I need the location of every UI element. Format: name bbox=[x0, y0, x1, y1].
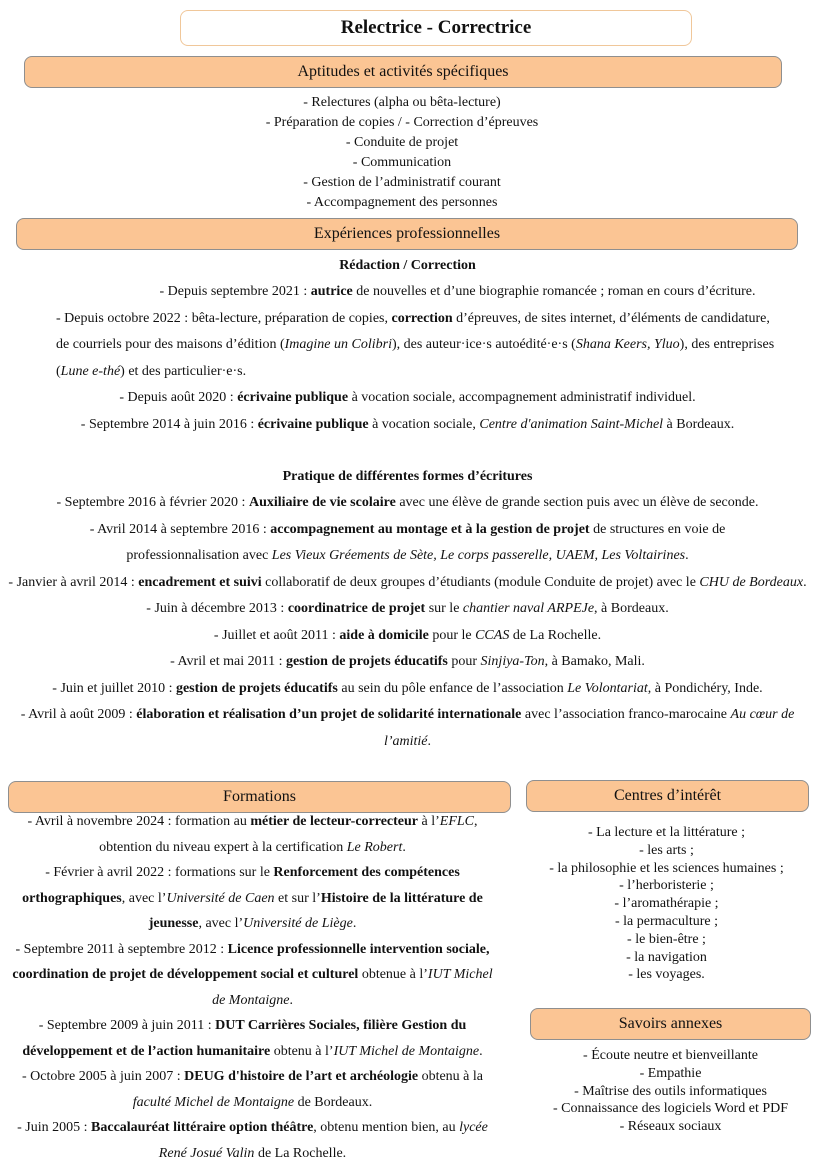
aptitudes-list bbox=[24, 93, 780, 213]
formation-entry: - Septembre 2009 à juin 2011 : DUT Carrières Sociales, filière Gestion du développement et de l’action humanitaire obtenu à l’IUT Michel de Montaigne. bbox=[22, 1018, 483, 1059]
experience-entry: - Juin à décembre 2013 : coordinatrice de projet sur le chantier naval ARPEJe, à Bordeaux. bbox=[146, 601, 669, 616]
pratique-heading: Pratique de différentes formes d’écritures bbox=[282, 469, 533, 484]
list-item: - Empathie bbox=[639, 1065, 702, 1081]
formations-heading: Formations bbox=[8, 781, 511, 813]
savoirs-heading: Savoirs annexes bbox=[530, 1008, 811, 1040]
centres-heading: Centres d’intérêt bbox=[526, 780, 809, 812]
list-item: - les arts ; bbox=[639, 842, 694, 858]
page-title: Relectrice - Correctrice bbox=[180, 10, 692, 46]
experiences-heading: Expériences professionnelles bbox=[16, 218, 798, 250]
list-item: - les voyages. bbox=[628, 967, 705, 983]
formation-entry: - Septembre 2011 à septembre 2012 : Licence professionnelle intervention sociale, coordination de projet de développement social et culturel obtenue à l’IUT Michel de Montaigne. bbox=[12, 941, 493, 1008]
list-item: - la navigation bbox=[626, 949, 707, 965]
experience-entry: - Septembre 2014 à juin 2016 : écrivaine publique à vocation sociale, Centre d'animation Saint-Michel à Bordeaux. bbox=[80, 416, 735, 432]
formation-entry: - Juin 2005 : Baccalauréat littéraire option théâtre, obtenu mention bien, au lycée René Josué Valin de La Rochelle. bbox=[17, 1120, 488, 1161]
list-item: - l’aromathérapie ; bbox=[614, 896, 719, 912]
experience-entry: - Avril et mai 2011 : gestion de projets éducatifs pour Sinjiya-Ton, à Bamako, Mali. bbox=[170, 654, 645, 669]
redaction-heading: Rédaction / Correction bbox=[339, 258, 476, 273]
list-item: - Connaissance des logiciels Word et PDF bbox=[552, 1101, 789, 1117]
experience-entry: - Depuis septembre 2021 : autrice de nouvelles et d’une biographie romancée ; roman en cours d’écriture. bbox=[159, 284, 756, 299]
formation-entry: - Février à avril 2022 : formations sur le Renforcement des compétences orthographiques, avec l’Université de Caen et sur l’Histoire de la littérature de jeunesse, avec l’Université de Liège. bbox=[22, 865, 483, 931]
experience-entry: - Avril à août 2009 : élaboration et réalisation d’un projet de solidarité internationale avec l’association franco-marocaine Au cœur de l’amitié. bbox=[20, 707, 795, 749]
experience-entry: - Depuis octobre 2022 : bêta-lecture, préparation de copies, correction d’épreuves, de sites internet, d’éléments de candidature, de courriels pour des maisons d’édition (Imagine un Colibri), des auteur·ice·s autoédité·e·s (Shana Keers, Yluo), des entreprises (Lune e-thé) et des particulier·e·s. bbox=[56, 310, 775, 379]
experiences-body bbox=[6, 253, 809, 755]
list-item: - Écoute neutre et bienveillante bbox=[583, 1048, 758, 1063]
experience-entry: - Janvier à avril 2014 : encadrement et suivi collaboratif de deux groupes d’étudiants (module Conduite de projet) avec le CHU de Bordeaux. bbox=[8, 574, 807, 590]
experience-entry: - Depuis août 2020 : écrivaine publique à vocation sociale, accompagnement administratif individuel. bbox=[119, 390, 696, 405]
aptitudes-heading: Aptitudes et activités spécifiques bbox=[24, 56, 782, 88]
formation-entry: - Octobre 2005 à juin 2007 : DEUG d'histoire de l’art et archéologie obtenu à la faculté Michel de Montaigne de Bordeaux. bbox=[21, 1069, 483, 1110]
list-item: - la philosophie et les sciences humaines ; bbox=[549, 860, 784, 876]
experience-entry: - Septembre 2016 à février 2020 : Auxiliaire de vie scolaire avec une élève de grande section puis avec un élève de seconde. bbox=[56, 495, 759, 510]
list-item: - le bien-être ; bbox=[627, 931, 706, 947]
list-item: - Réseaux sociaux bbox=[619, 1119, 722, 1135]
experience-entry: - Juillet et août 2011 : aide à domicile pour le CCAS de La Rochelle. bbox=[213, 627, 602, 643]
list-item: - Relectures (alpha ou bêta-lecture) bbox=[303, 95, 501, 110]
savoirs-list bbox=[526, 1047, 815, 1136]
list-item: - la permaculture ; bbox=[614, 913, 718, 929]
formation-entry: - Avril à novembre 2024 : formation au métier de lecteur-correcteur à l’EFLC, obtention du niveau expert à la certification Le Robert. bbox=[27, 814, 478, 855]
list-item: - Gestion de l’administratif courant bbox=[303, 175, 501, 190]
list-item: - Communication bbox=[352, 155, 452, 170]
list-item: - Préparation de copies / - Correction d’épreuves bbox=[265, 115, 539, 130]
formations-body bbox=[6, 809, 499, 1166]
list-item: - Conduite de projet bbox=[345, 135, 459, 150]
list-item: - Maîtrise des outils informatiques bbox=[574, 1083, 767, 1099]
list-item: - La lecture et la littérature ; bbox=[587, 825, 746, 840]
centres-list bbox=[526, 824, 807, 984]
experience-entry: - Avril 2014 à septembre 2016 : accompagnement au montage et à la gestion de projet de structures en voie de professionnalisation avec Les Vieux Gréements de Sète, Le corps passerelle, UAEM, Les Voltairines. bbox=[89, 521, 726, 563]
experience-entry: - Juin et juillet 2010 : gestion de projets éducatifs au sein du pôle enfance de l’association Le Volontariat, à Pondichéry, Inde. bbox=[52, 680, 763, 696]
list-item: - Accompagnement des personnes bbox=[306, 195, 498, 210]
list-item: - l’herboristerie ; bbox=[619, 878, 714, 894]
